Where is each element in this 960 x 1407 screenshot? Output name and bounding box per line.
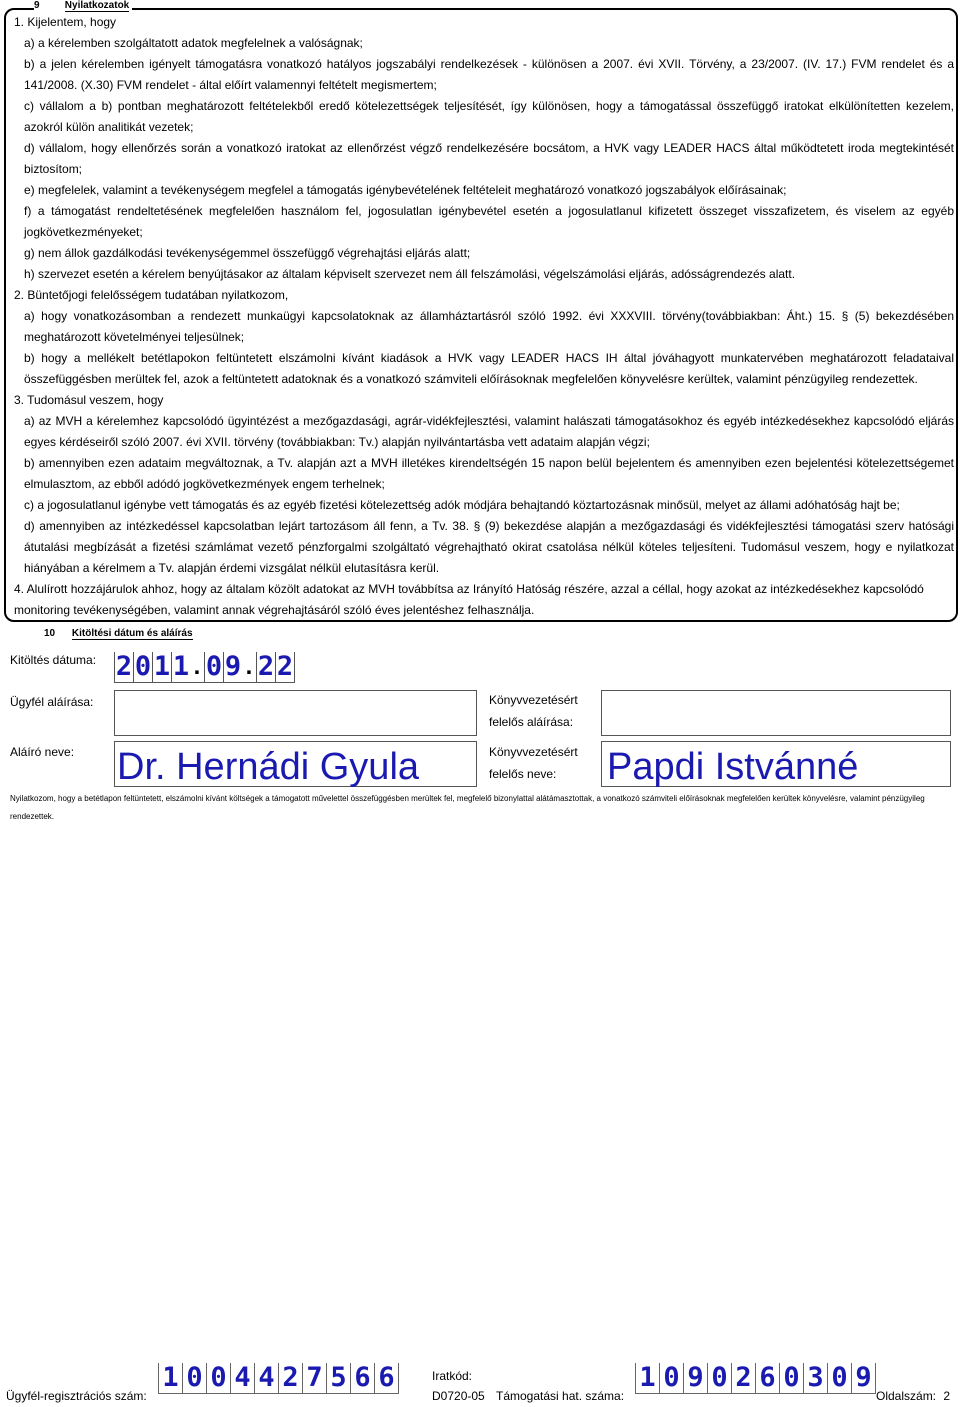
declaration-heading: 4. Alulírott hozzájárulok ahhoz, hogy az általam közölt adatokat az MVH továbbítsa az Irányító Hatóság részére, azzal a céllal, hogy azokat az intézkedésekhez kapcsolódó monitoring tevékenységében, valamint annak végrehajtásáról szóló éves jelentéshez felhasználja. — [14, 582, 924, 617]
page-label: Oldalszám: — [876, 1389, 937, 1403]
accounting-footnote: Nyilatkozom, hogy a betétlapon feltüntetett, elszámolni kívánt költségek a támogatott művelettel összefüggésben merültek fel, megfelelő bizonylattal alátámasztottak, a vonatkozó számviteli előírásoknak megfelelően kerültek könyvelésre, valamint pénzügyileg rendezettek. — [10, 794, 925, 821]
declaration-heading: 2. Büntetőjogi felelősségem tudatában nyilatkozom, — [14, 288, 289, 302]
section-number: 10 — [44, 628, 56, 639]
digit-cell: 0 — [659, 1363, 683, 1394]
digit-cell: 0 — [134, 651, 152, 682]
digit-cell: 6 — [350, 1363, 374, 1394]
declaration-item: b) a jelen kérelemben igényelt támogatásra vonatkozó hatályos jogszabályi rendelkezések - különösen a 2007. évi XVII. Törvény, a 23/2007. (IV. 17.) FVM rendelet és a 141/2008. (X.30) FVM rendelet - által előírt valamennyi feltételt megismertem; — [24, 57, 954, 92]
client-reg-number[interactable] — [158, 1363, 399, 1394]
accountant-signature-box[interactable] — [601, 690, 951, 736]
section-9-header — [34, 0, 132, 12]
section-10-header — [44, 628, 196, 640]
page-number: 2 — [943, 1389, 951, 1403]
iratkod-label: Iratkód: — [432, 1369, 473, 1383]
client-signature-box[interactable] — [114, 690, 477, 736]
signer-name: Dr. Hernádi Gyula — [117, 746, 420, 788]
section-number: 9 — [34, 0, 40, 11]
digit-cell: 9 — [683, 1363, 707, 1394]
label-line: Könyvvezetésért — [489, 693, 578, 707]
client-signature-label: Ügyfél aláírása: — [10, 695, 94, 709]
digit-cell: 7 — [302, 1363, 326, 1394]
digit-cell: 4 — [254, 1363, 278, 1394]
declaration-item: c) a jogosulatlanul igénybe vett támogatás és az egyéb fizetési kötelezettség adók módjára behajtandó köztartozásnak minősül, melyet az állami adóhatóság hajt be; — [24, 498, 900, 512]
declaration-item: d) vállalom, hogy ellenőrzés során a vonatkozó iratokat az ellenőrzést végző rendelkezésére bocsátom, a HVK vagy LEADER HACS által működtetett iroda megtekintését biztosítom; — [24, 141, 954, 176]
digit-cell: 4 — [230, 1363, 254, 1394]
declaration-item: g) nem állok gazdálkodási tevékenységemmel összefüggő végrehajtási eljárás alatt; — [24, 246, 471, 260]
digit-cell: 9 — [224, 651, 242, 682]
digit-cell: 1 — [153, 651, 171, 682]
digit-cell: 1 — [158, 1363, 182, 1394]
digit-cell: 0 — [205, 651, 223, 682]
digit-cell: 6 — [755, 1363, 779, 1394]
digit-cell: 0 — [182, 1363, 206, 1394]
declaration-item: d) amennyiben az intézkedéssel kapcsolatban lejárt tartozásom áll fenn, a Tv. 38. § (9) bekezdése alapján a mezőgazdasági és vidékfejlesztési támogatási szerv hatósági átutalási megbízását a fizetési számlámat vezető pénzforgalmi szolgáltató végrehajtható okirat csatolása nélkül köteles teljesíteni. Tudomásul veszem, hogy e nyilatkozat hiányában a kérelmem a Tv. alapján érdemi vizsgálat nélkül elutasításra kerül. — [24, 519, 954, 575]
date-field[interactable] — [114, 652, 295, 683]
declaration-item: b) amennyiben ezen adataim megváltoznak, a Tv. alapján azt a MVH illetékes kirendeltségén 15 napon belül bejelentem és amennyiben ezen bejelentési kötelezettségemet elmulasztom, az ebből adódó jogkövetkezmények engem terhelnek; — [24, 456, 954, 491]
declaration-item: a) a kérelemben szolgáltatott adatok megfelelnek a valóságnak; — [24, 36, 363, 50]
digit-cell: 3 — [803, 1363, 827, 1394]
date-separator: . — [190, 652, 204, 683]
digit-cell: 9 — [851, 1363, 876, 1394]
section-title: Nyilatkozatok — [64, 0, 130, 11]
digit-cell: 6 — [374, 1363, 399, 1394]
support-number[interactable] — [635, 1363, 876, 1394]
digit-cell: 2 — [276, 651, 294, 682]
signer-name-label: Aláíró neve: — [10, 745, 75, 759]
digit-cell: 5 — [326, 1363, 350, 1394]
client-reg-label: Ügyfél-regisztrációs szám: — [6, 1389, 147, 1403]
declaration-item: h) szervezet esetén a kérelem benyújtásakor az általam képviselt szervezet nem áll felszámolási, végelszámolási eljárás, adósságrendezés alatt. — [24, 267, 796, 281]
accountant-name: Papdi Istvánné — [607, 746, 859, 788]
digit-cell: 0 — [827, 1363, 851, 1394]
label-line: felelős aláírása: — [489, 715, 574, 729]
digit-cell: 0 — [707, 1363, 731, 1394]
digit-cell: 0 — [206, 1363, 230, 1394]
date-label: Kitöltés dátuma: — [10, 653, 97, 667]
accountant-name-field[interactable] — [601, 741, 951, 787]
date-separator: . — [242, 652, 256, 683]
digit-cell: 0 — [779, 1363, 803, 1394]
accountant-name-label — [489, 744, 578, 782]
declaration-item: a) hogy vonatkozásomban a rendezett munkaügyi kapcsolatoknak az államháztartásról szóló 1992. évi XXXVIII. törvény(továbbiakban: Áht.) 15. § (5) bekezdésében meghatározott követelményei teljesülnek; — [24, 309, 954, 344]
declaration-item: f) a támogatást rendeltetésének megfelelően használom fel, jogosulatlan igénybevétel esetén a jogosulatlanul kifizetett összeget visszafizetem, és viselem az egyéb jogkövetkezményeket; — [24, 204, 954, 239]
digit-cell: 2 — [257, 651, 275, 682]
digit-cell: 2 — [278, 1363, 302, 1394]
declaration-item: a) az MVH a kérelemhez kapcsolódó ügyintézést a mezőgazdasági, agrár-vidékfejlesztési, valamint halászati támogatásokhoz és egyéb intézkedésekhez kapcsolódó eljárás egyes kérdéseiről szóló 2007. évi XVII. törvény (továbbiakban: Tv.) alapján nyilvántartásba vett adataim alapján végzi; — [24, 414, 954, 449]
declarations-body — [14, 12, 954, 621]
accountant-signature-label — [489, 692, 578, 730]
declaration-item: c) vállalom a b) pontban meghatározott feltételekből eredő kötelezettségek teljesítését, így különösen, hogy a támogatással összefüggő iratokat elkülönítetten kezelem, azokról külön analitikát vezetek; — [24, 99, 954, 134]
label-line: Könyvvezetésért — [489, 745, 578, 759]
declaration-heading: 3. Tudomásul veszem, hogy — [14, 393, 164, 407]
digit-cell: 1 — [172, 651, 190, 682]
label-line: felelős neve: — [489, 767, 557, 781]
page-number-label — [876, 1389, 950, 1403]
signer-name-field[interactable] — [114, 741, 477, 787]
declaration-heading: 1. Kijelentem, hogy — [14, 15, 117, 29]
section-title: Kitöltési dátum és aláírás — [71, 628, 193, 639]
declaration-item: e) megfelelek, valamint a tevékenységem megfelel a támogatás igénybevételének feltételeit meghatározó vonatkozó jogszabályok előírásainak; — [24, 183, 787, 197]
declaration-item: b) hogy a mellékelt betétlapokon feltüntetett elszámolni kívánt kiadások a HVK vagy LEADER HACS IH által jóváhagyott munkatervében meghatározott feladataival összefüggésben merültek fel, azok a feltüntetett adatoknak és a vonatkozó számviteli előírásoknak megfelelően könyvelésre kerültek, valamint pénzügyileg rendezettek. — [24, 351, 954, 386]
digit-cell: 2 — [731, 1363, 755, 1394]
form-code: D0720-05 — [432, 1389, 485, 1403]
support-no-label: Támogatási hat. száma: — [496, 1389, 625, 1403]
digit-cell: 1 — [635, 1363, 659, 1394]
digit-cell: 2 — [115, 651, 133, 682]
